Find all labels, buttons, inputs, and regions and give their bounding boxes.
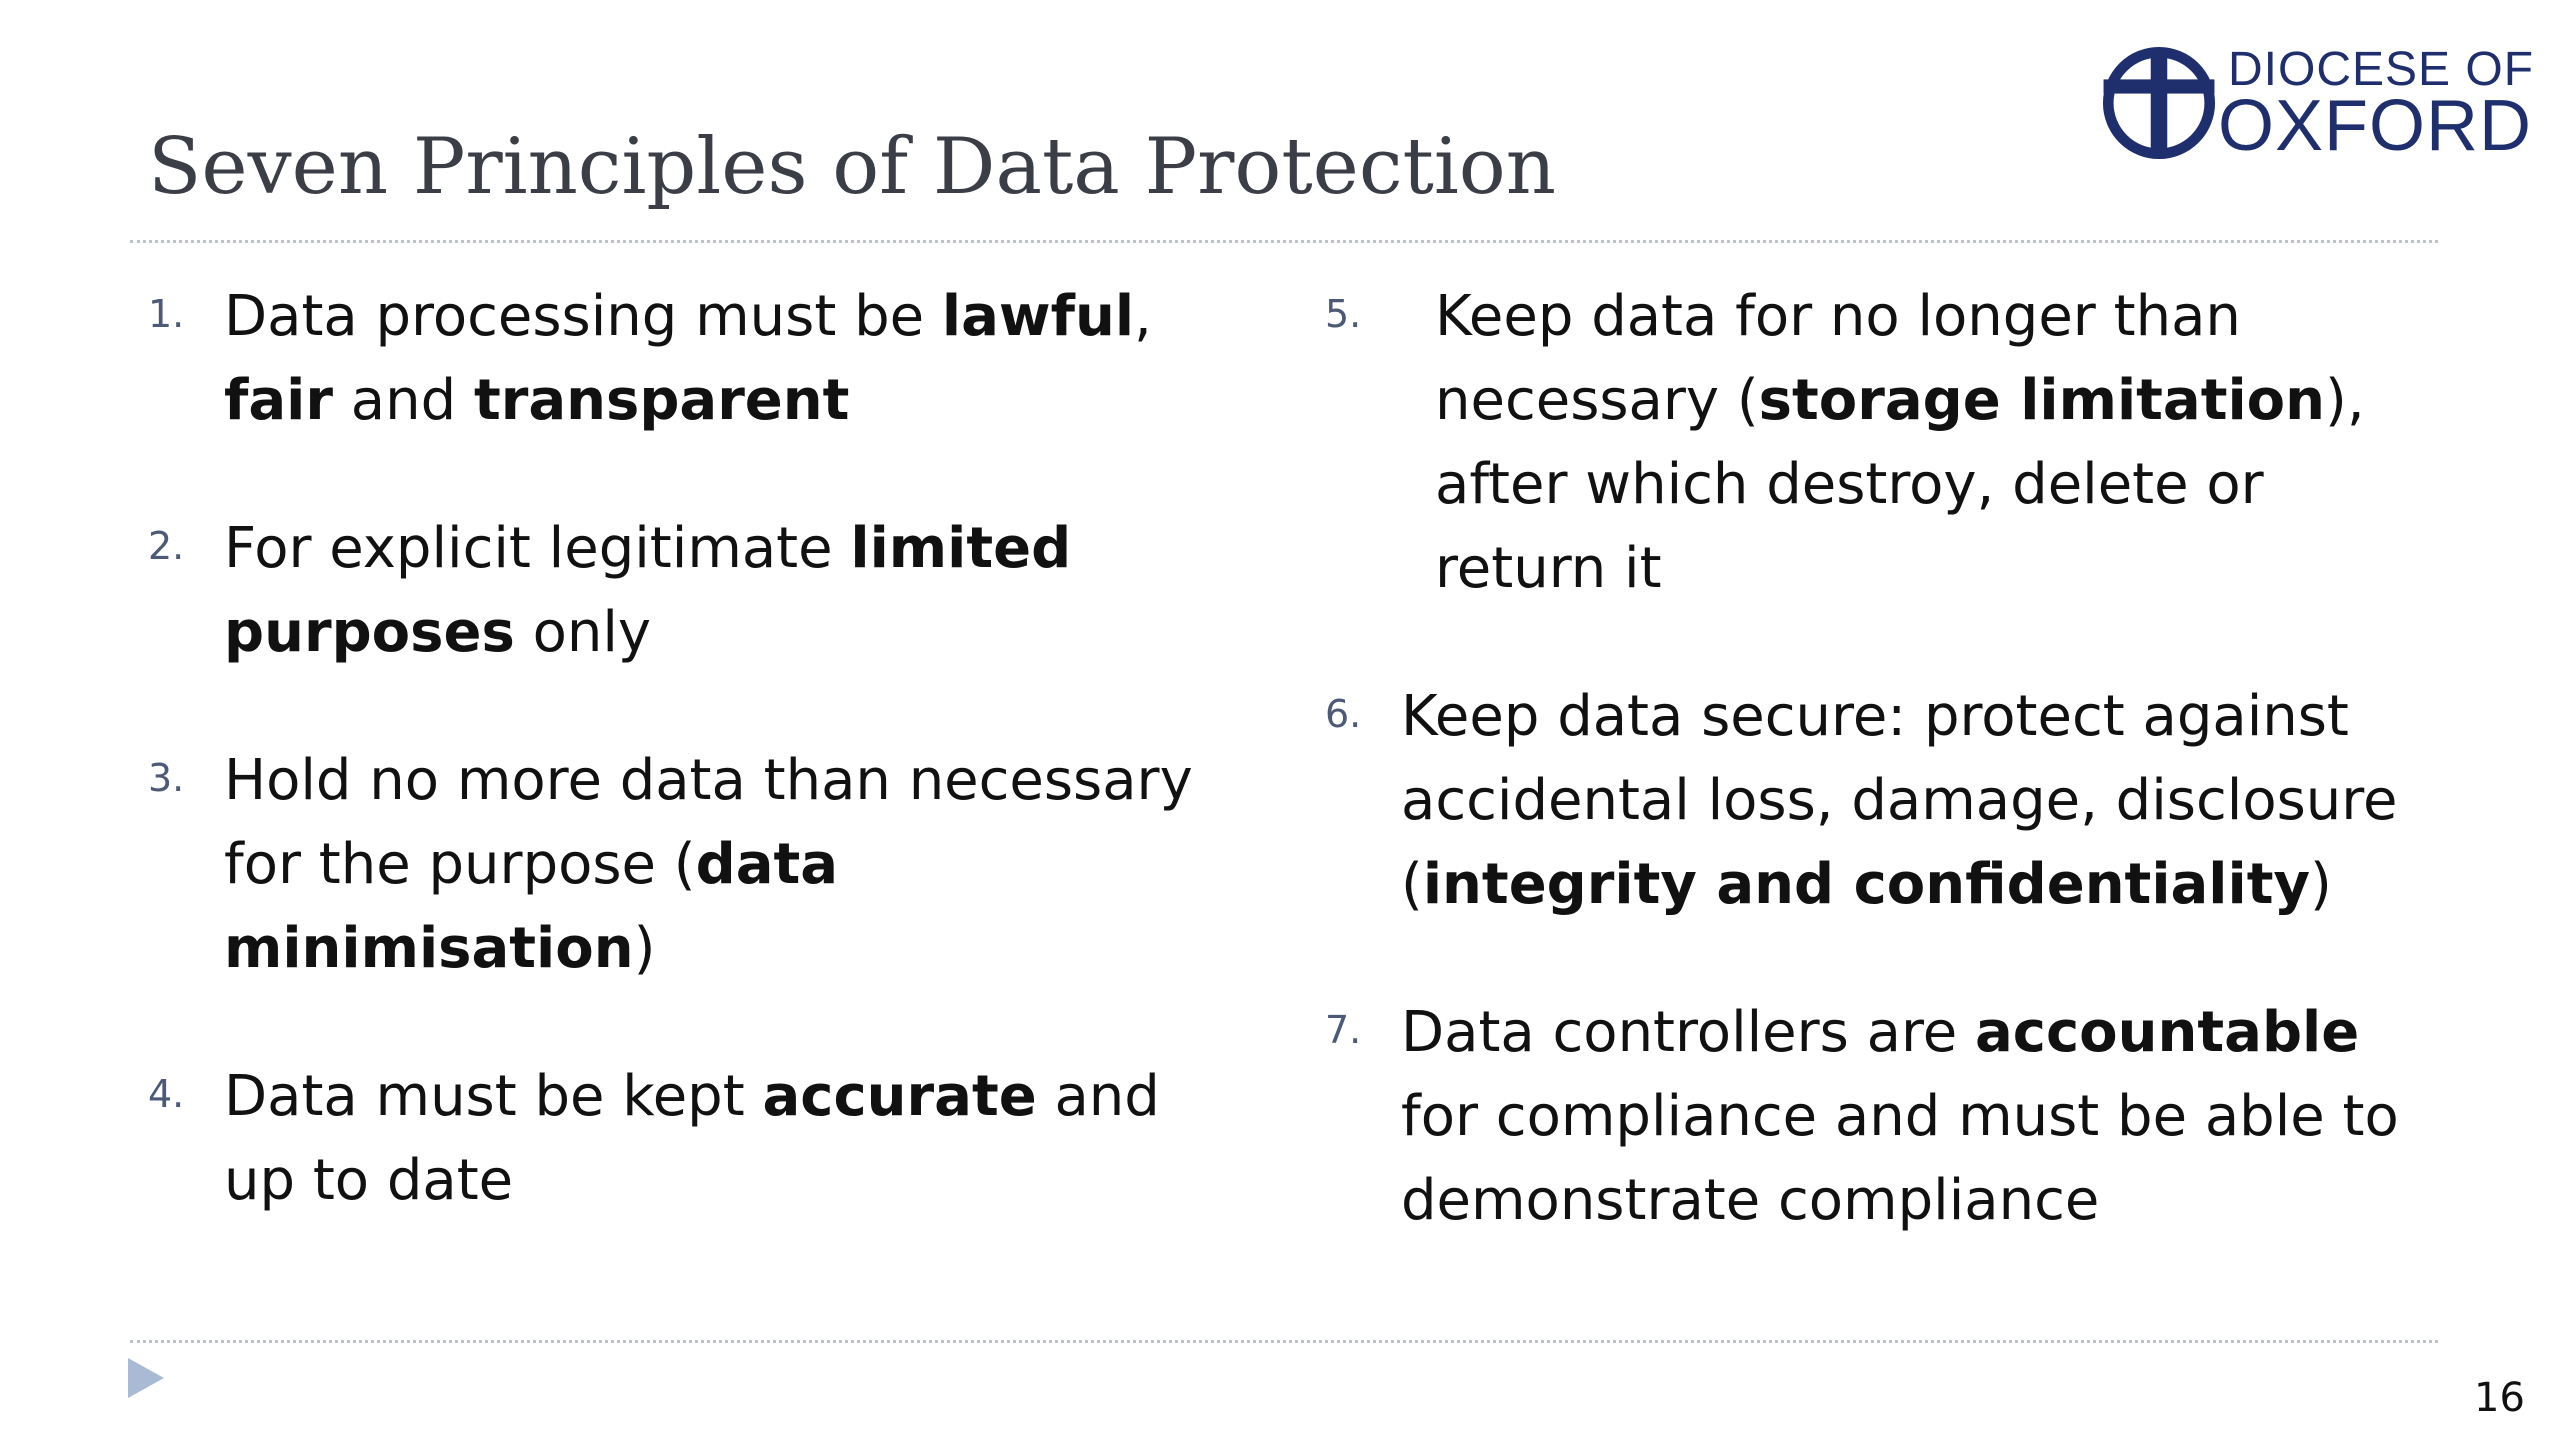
principle-number: 6. xyxy=(1325,692,1362,736)
principle-text xyxy=(1435,275,2365,611)
principle-run: Data must be kept xyxy=(224,1064,763,1129)
principle-run: return it xyxy=(1435,536,1662,601)
principle-run: , xyxy=(1134,284,1152,349)
principle-text xyxy=(224,507,1071,675)
principle-line xyxy=(224,907,1193,991)
principle-run: and xyxy=(1036,1064,1160,1129)
logo-text-oxford: OXFORD xyxy=(2218,86,2533,166)
principle-line xyxy=(1435,275,2365,359)
principle-line xyxy=(224,1139,1160,1223)
principle-run: ( xyxy=(1401,852,1423,917)
principle-text xyxy=(1401,675,2398,927)
principle-line xyxy=(1401,1075,2399,1159)
principle-text xyxy=(224,739,1193,991)
principle-line xyxy=(1435,359,2365,443)
principle-line xyxy=(1401,675,2398,759)
principle-line xyxy=(224,1055,1160,1139)
principle-line xyxy=(1401,991,2399,1075)
principle-run: Data controllers are xyxy=(1401,1000,1975,1065)
principle-number: 7. xyxy=(1325,1008,1362,1052)
logo-text-diocese-of: DIOCESE OF xyxy=(2228,43,2535,96)
principle-run: and xyxy=(332,368,474,433)
principle-run: demonstrate compliance xyxy=(1401,1168,2100,1233)
principle-number: 2. xyxy=(148,524,185,568)
principle-line xyxy=(224,359,1152,443)
principle-text xyxy=(224,275,1152,443)
principle-run: after which destroy, delete or xyxy=(1435,452,2264,517)
principle-line xyxy=(224,275,1152,359)
principle-emphasis: lawful xyxy=(941,284,1135,349)
principle-line xyxy=(1435,443,2365,527)
principle-number: 4. xyxy=(148,1072,185,1116)
principle-emphasis: integrity and confidentiality xyxy=(1422,852,2310,917)
play-triangle-icon xyxy=(128,1358,164,1398)
principle-run: Keep data secure: protect against xyxy=(1401,684,2349,749)
principle-line xyxy=(1401,1159,2399,1243)
title-divider xyxy=(130,240,2438,243)
principle-run: ) xyxy=(633,916,656,981)
principle-emphasis: data xyxy=(695,832,839,897)
cross-in-circle-icon xyxy=(2100,44,2218,162)
principle-run: ) xyxy=(2309,852,2332,917)
principle-run: for compliance and must be able to xyxy=(1401,1084,2399,1149)
principle-number: 1. xyxy=(148,292,185,336)
principle-run: necessary ( xyxy=(1435,368,1759,433)
principle-line xyxy=(224,507,1071,591)
principle-emphasis: purposes xyxy=(224,600,515,665)
principle-text xyxy=(1401,991,2399,1243)
principle-run: Hold no more data than necessary xyxy=(224,748,1193,813)
slide-title: Seven Principles of Data Protection xyxy=(148,122,1556,212)
principle-run: accidental loss, damage, disclosure xyxy=(1401,768,2398,833)
principle-line xyxy=(224,591,1071,675)
principle-emphasis: transparent xyxy=(473,368,850,433)
principle-run: only xyxy=(514,600,652,665)
page-number: 16 xyxy=(2474,1375,2525,1421)
principle-run: ), xyxy=(2325,368,2365,433)
principle-line xyxy=(224,739,1193,823)
principle-emphasis: accountable xyxy=(1975,1000,2360,1065)
principle-emphasis: limited xyxy=(850,516,1072,581)
principle-run: for the purpose ( xyxy=(224,832,696,897)
footer-divider xyxy=(130,1340,2438,1343)
principle-emphasis: minimisation xyxy=(224,916,634,981)
diocese-logo xyxy=(2100,43,2535,166)
principle-line xyxy=(1435,527,2365,611)
principle-number: 3. xyxy=(148,756,185,800)
principle-run: up to date xyxy=(224,1148,514,1213)
principle-emphasis: fair xyxy=(224,368,333,433)
principle-run: Data processing must be xyxy=(224,284,942,349)
principle-emphasis: storage limitation xyxy=(1758,368,2326,433)
principle-run: Keep data for no longer than xyxy=(1435,284,2241,349)
principle-number: 5. xyxy=(1325,292,1362,336)
principle-line xyxy=(1401,759,2398,843)
principle-emphasis: accurate xyxy=(762,1064,1037,1129)
principle-line xyxy=(1401,843,2398,927)
principle-line xyxy=(224,823,1193,907)
principle-text xyxy=(224,1055,1160,1223)
principle-run: For explicit legitimate xyxy=(224,516,851,581)
